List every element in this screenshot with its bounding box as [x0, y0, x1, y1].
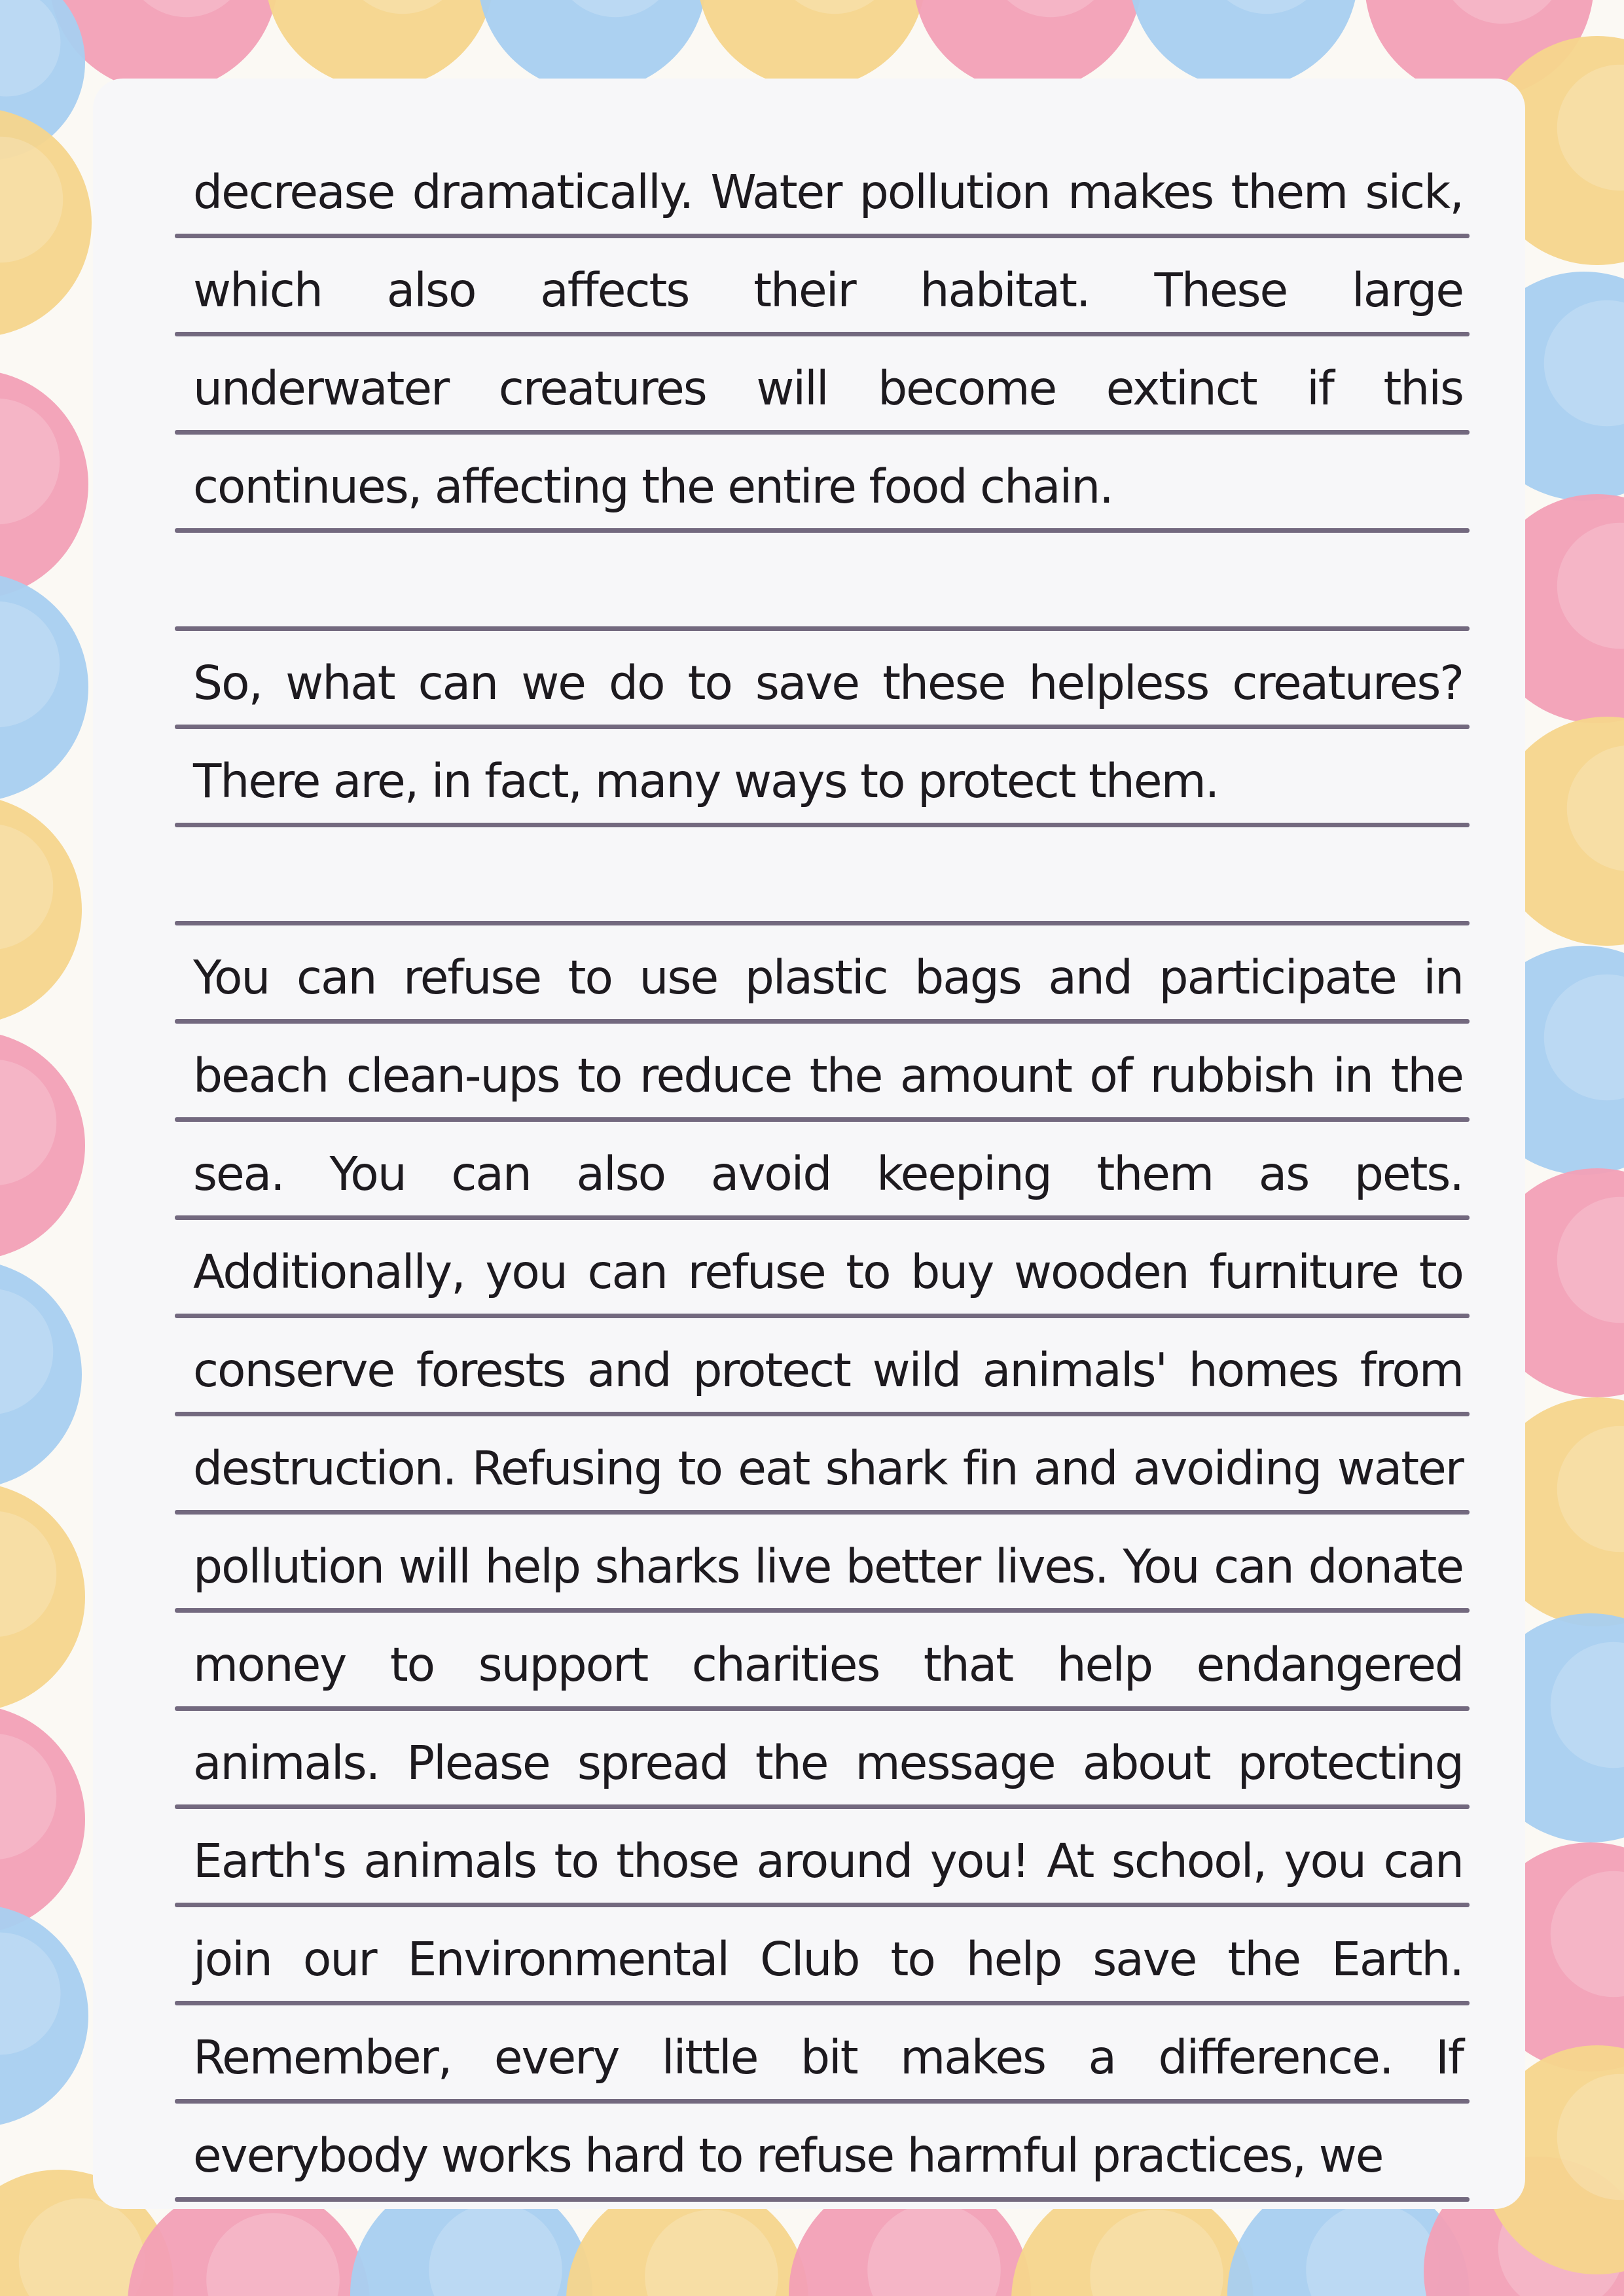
- ruled-line: [175, 1706, 1470, 1711]
- text-line: everybody works hard to refuse harmful practices, we: [193, 2128, 1383, 2183]
- watercolor-dot: [478, 0, 707, 92]
- ruled-line: [175, 2001, 1470, 2005]
- text-line: beach clean-ups to reduce the amount of rubbish in the: [193, 1049, 1463, 1103]
- text-line: pollution will help sharks live better lives. You can donate: [193, 1539, 1463, 1594]
- text-line: You can refuse to use plastic bags and participate in: [193, 950, 1463, 1005]
- ruled-line: [175, 1608, 1470, 1613]
- ruled-line: [175, 430, 1470, 435]
- text-line: underwater creatures will become extinct if this: [193, 361, 1463, 416]
- ruled-line: [175, 332, 1470, 336]
- text-line: decrease dramatically. Water pollution makes them sick,: [193, 165, 1463, 219]
- watercolor-dot: [913, 0, 1142, 92]
- text-line: conserve forests and protect wild animals' homes from: [193, 1343, 1463, 1397]
- text-line: Remember, every little bit makes a difference. If: [193, 2030, 1463, 2085]
- text-line: join our Environmental Club to help save the Earth.: [193, 1932, 1463, 1986]
- watercolor-dot: [265, 0, 494, 88]
- ruled-line: [175, 921, 1470, 925]
- ruled-line: [175, 626, 1470, 631]
- text-line: Additionally, you can refuse to buy wooden furniture to: [193, 1245, 1463, 1299]
- ruled-line: [175, 1903, 1470, 1907]
- ruled-line: [175, 1804, 1470, 1809]
- ruled-line: [175, 1215, 1470, 1220]
- text-line: So, what can we do to save these helpless creatures?: [193, 656, 1463, 710]
- ruled-line: [175, 823, 1470, 827]
- text-line: animals. Please spread the message about protecting: [193, 1736, 1463, 1790]
- ruled-line: [175, 234, 1470, 238]
- text-line: There are, in fact, many ways to protect them.: [193, 754, 1219, 808]
- ruled-line: [175, 2099, 1470, 2104]
- ruled-line: [175, 2197, 1470, 2202]
- text-line: which also affects their habitat. These large: [193, 263, 1463, 317]
- text-line: Earth's animals to those around you! At school, you can: [193, 1834, 1463, 1888]
- ruled-line: [175, 1314, 1470, 1318]
- watercolor-dot: [1129, 0, 1358, 88]
- watercolor-dot: [697, 0, 926, 88]
- text-line: money to support charities that help endangered: [193, 1638, 1463, 1692]
- text-line: destruction. Refusing to eat shark fin and avoiding water: [193, 1441, 1463, 1496]
- ruled-line: [175, 528, 1470, 533]
- text-line: continues, affecting the entire food chain.: [193, 459, 1113, 514]
- ruled-line: [175, 1117, 1470, 1122]
- text-line: sea. You can also avoid keeping them as pets.: [193, 1147, 1463, 1201]
- ruled-line: [175, 1510, 1470, 1515]
- ruled-line: [175, 725, 1470, 729]
- ruled-line: [175, 1412, 1470, 1416]
- ruled-line: [175, 1019, 1470, 1024]
